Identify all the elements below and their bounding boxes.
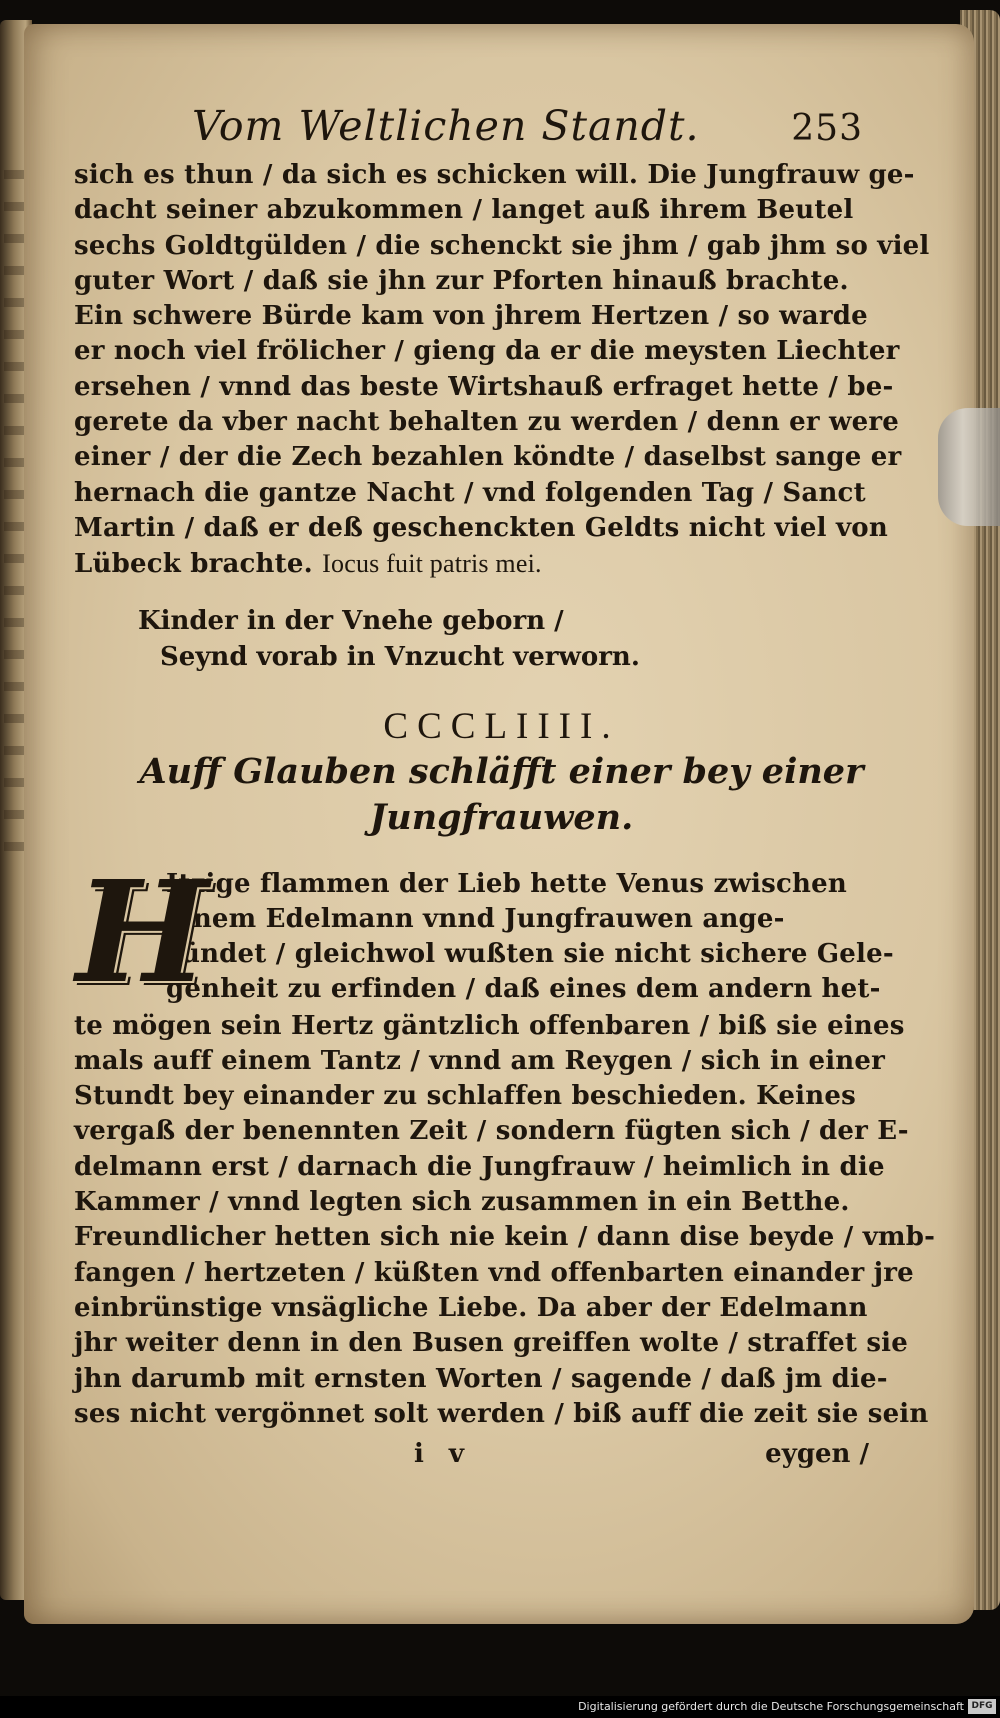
text-line: Itzige flammen der Lieb hette Venus zwischen	[166, 868, 847, 899]
dropcap-block	[74, 850, 894, 1015]
running-head	[74, 102, 869, 154]
text-line: delmann erst / darnach die Jungfrauw / heimlich in die	[74, 1151, 885, 1182]
verse-line: Seynd vorab in Vnzucht verworn.	[160, 641, 640, 672]
page-footer-marks	[74, 1436, 869, 1472]
facing-page-text-fragments	[4, 170, 26, 870]
verse-couplet	[74, 603, 869, 675]
signature-mark: i v	[414, 1439, 473, 1470]
decorated-initial: H	[76, 850, 209, 1015]
text-line: mals auff einem Tantz / vnnd am Reygen / sich in einer	[74, 1045, 886, 1076]
catchword: eygen /	[765, 1439, 869, 1470]
text-line: sich es thun / da sich es schicken will. Die Jungfrauw ge-	[74, 160, 915, 190]
text-line: er noch viel frölicher / gieng da er die meysten Liechter	[74, 336, 900, 367]
text-line: einbrünstige vnsägliche Liebe. Da aber der Edelmann	[74, 1292, 868, 1323]
verse-line: Kinder in der Vnehe geborn /	[138, 605, 564, 636]
text-line: te mögen sein Hertz gäntzlich offenbaren / biß sie eines	[74, 1010, 905, 1041]
running-head-title: Vom Weltlichen Standt.	[192, 102, 700, 150]
chapter-title-line: Jungfrauwen.	[369, 796, 634, 838]
text-line: fangen / hertzeten / küßten vnd offenbarten einander jre	[74, 1257, 914, 1288]
text-line: jhn darumb mit ernsten Worten / sagende / daß jm die-	[74, 1363, 888, 1394]
text-line: genheit zu erfinden / daß eines dem andern het-	[166, 974, 881, 1005]
text-line: Freundlicher hetten sich nie kein / dann dise beyde / vmb-	[74, 1222, 936, 1253]
text-line: dacht seiner abzukommen / langet auß ihrem Beutel	[74, 195, 854, 226]
text-line: Ein schwere Bürde kam von jhrem Hertzen / so warde	[74, 301, 868, 332]
chapter-number: CCCLIIII.	[383, 705, 620, 747]
chapter-title-line: Auff Glauben schläfft einer bey einer	[139, 750, 864, 792]
text-line: Kammer / vnnd legten sich zusammen in ein Betthe.	[74, 1187, 850, 1218]
text-line: ersehen / vnnd das beste Wirtshauß erfraget hette / be-	[74, 371, 894, 402]
text-line: einem Edelmann vnnd Jungfrauwen ange-	[166, 903, 785, 934]
chapter-title	[134, 749, 869, 841]
text-line: ses nicht vergönnet solt werden / biß auff die zeit sie sein	[74, 1398, 929, 1429]
text-line: jhr weiter denn in den Busen greiffen wolte / straffet sie	[74, 1328, 909, 1359]
text-line: sechs Goldtgülden / die schenckt sie jhm / gab jhm so viel	[74, 230, 930, 261]
latin-note: Iocus fuit patris mei.	[322, 549, 542, 579]
page-text-block	[74, 102, 936, 1472]
text-line: guter Wort / daß sie jhn zur Pforten hinauß brachte.	[74, 265, 849, 296]
paragraph-2	[74, 850, 936, 1433]
paragraph-1	[74, 158, 930, 583]
text-line: Martin / daß er deß geschenckten Geldts nicht viel von	[74, 512, 888, 543]
digitization-footer	[0, 1696, 1000, 1718]
text-line: Stundt bey einander zu schlaffen beschieden. Keines	[74, 1081, 856, 1112]
book-page	[24, 24, 974, 1624]
text-line: gerete da vber nacht behalten zu werden / denn er were	[74, 407, 900, 438]
text-line: zündet / gleichwol wußten sie nicht sichere Gele-	[166, 939, 894, 970]
text-line: einer / der die Zech bezahlen köndte / daselbst sange er	[74, 442, 902, 473]
text-line: hernach die gantze Nacht / vnd folgenden Tag / Sanct	[74, 477, 866, 508]
text-line: vergaß der benennten Zeit / sondern fügten sich / der E-	[74, 1116, 909, 1147]
dfg-logo: DFG	[968, 1699, 996, 1714]
text-line-last	[74, 546, 869, 582]
digitization-credit: Digitalisierung gefördert durch die Deutsche Forschungsgemeinschaft	[578, 1700, 964, 1713]
page-number: 253	[791, 108, 863, 149]
page-clip	[938, 408, 1000, 526]
paragraph-end-text: Lübeck brachte.	[74, 549, 313, 580]
